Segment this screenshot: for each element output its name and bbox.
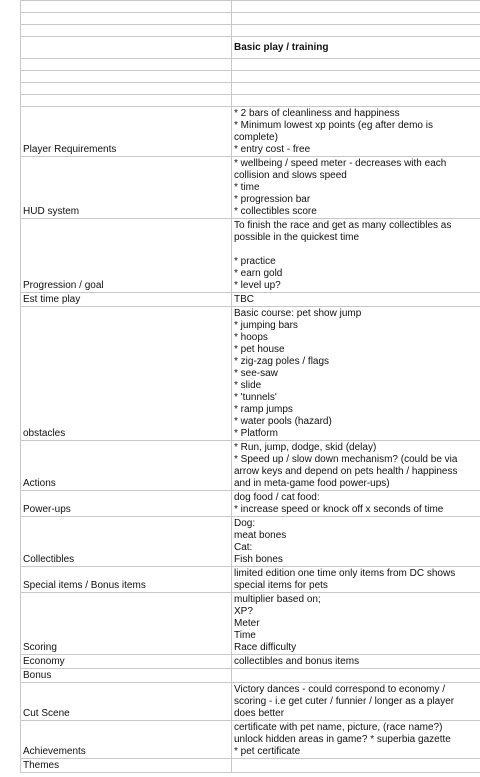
cell-line: * Speed up / slow down mechanism? (could be via (234, 454, 458, 465)
cell[interactable] (232, 95, 480, 107)
cell-line: special items for pets (234, 580, 328, 591)
cell-line: * Run, jump, dodge, skid (delay) (234, 442, 377, 453)
cell-line: complete) (234, 132, 278, 143)
row-label-cell[interactable]: Player Requirements (21, 107, 232, 157)
cell-line: multiplier based on; (234, 594, 321, 605)
cell-line: TBC (234, 294, 254, 305)
cell[interactable] (21, 1, 232, 13)
cell-line: * pet certificate (234, 746, 301, 757)
cell[interactable] (21, 83, 232, 95)
table-row (21, 441, 480, 491)
cell-line: * entry cost - free (234, 144, 311, 155)
row-label-cell[interactable]: Actions (21, 441, 232, 491)
table-row (21, 491, 480, 517)
cell[interactable] (21, 13, 232, 25)
cell[interactable] (21, 71, 232, 83)
table-row (21, 759, 480, 773)
row-label-cell[interactable]: Collectibles (21, 517, 232, 567)
cell-line: Time (234, 630, 256, 641)
table-row (21, 567, 480, 593)
row-label-cell[interactable]: Cut Scene (21, 683, 232, 721)
cell-line: * ramp jumps (234, 404, 293, 415)
cell-line: collision and slows speed (234, 170, 347, 181)
row-content-cell[interactable] (232, 107, 480, 157)
row-content-cell[interactable] (232, 441, 480, 491)
cell-line: * progression bar (234, 194, 311, 205)
cell-line: * time (234, 182, 260, 193)
cell-line: * wellbeing / speed meter - decreases with each (234, 158, 447, 169)
row-content-cell[interactable] (232, 293, 480, 307)
cell-line: Cat: (234, 542, 253, 553)
table-row (21, 157, 480, 219)
cell-line: * increase speed or knock off x seconds of time (234, 504, 444, 515)
cell-line: Fish bones (234, 554, 283, 565)
cell-line: * level up? (234, 280, 281, 291)
cell[interactable] (232, 71, 480, 83)
row-content-cell[interactable] (232, 669, 480, 683)
cell-line: * zig-zag poles / flags (234, 356, 330, 367)
cell-line: * Platform (234, 428, 278, 439)
row-label-cell[interactable]: Est time play (21, 293, 232, 307)
header-row (21, 37, 480, 59)
spreadsheet-grid (20, 0, 480, 773)
cell-line: possible in the quickest time (234, 232, 360, 243)
table-row (21, 293, 480, 307)
cell[interactable] (21, 37, 232, 59)
cell-line: Basic course: pet show jump (234, 308, 362, 319)
table-row (21, 683, 480, 721)
row-label-cell[interactable]: Scoring (21, 593, 232, 655)
row-label-cell[interactable]: Economy (21, 655, 232, 669)
cell[interactable] (232, 59, 480, 71)
row-content-cell[interactable] (232, 567, 480, 593)
cell-line: XP? (234, 606, 253, 617)
cell-line: Race difficulty (234, 642, 297, 653)
cell-line (234, 244, 478, 256)
cell-line: certificate with pet name, picture, (race name?) (234, 722, 443, 733)
cell-line: scoring - i.e get cuter / funnier / longer as a player (234, 696, 455, 707)
cell-line: * jumping bars (234, 320, 298, 331)
cell-line: Dog: (234, 518, 256, 529)
cell-line: * see-saw (234, 368, 278, 379)
row-content-cell[interactable] (232, 759, 480, 773)
row-label-cell[interactable]: Themes (21, 759, 232, 773)
cell-line: * slide (234, 380, 262, 391)
cell-line (234, 670, 478, 682)
row-content-cell[interactable] (232, 219, 480, 293)
row-label-cell[interactable]: Power-ups (21, 491, 232, 517)
row-label-cell[interactable]: Special items / Bonus items (21, 567, 232, 593)
cell-line: limited edition one time only items from DC shows (234, 568, 456, 579)
row-label-cell[interactable]: Bonus (21, 669, 232, 683)
cell-line: and in meta-game food power-ups) (234, 478, 390, 489)
cell-line: * water pools (hazard) (234, 416, 332, 427)
cell-line: meat bones (234, 530, 287, 541)
cell-line: dog food / cat food: (234, 492, 320, 503)
row-content-cell[interactable] (232, 655, 480, 669)
row-content-cell[interactable] (232, 517, 480, 567)
cell-line: * practice (234, 256, 276, 267)
row-content-cell[interactable] (232, 593, 480, 655)
table-row (21, 593, 480, 655)
empty-row (21, 13, 480, 25)
cell-line: * hoops (234, 332, 268, 343)
empty-row (21, 59, 480, 71)
cell[interactable] (21, 25, 232, 37)
row-label-cell[interactable]: Progression / goal (21, 219, 232, 293)
row-content-cell[interactable] (232, 683, 480, 721)
row-content-cell[interactable] (232, 307, 480, 441)
section-title[interactable]: Basic play / training (232, 37, 480, 59)
cell-line: * pet house (234, 344, 285, 355)
row-content-cell[interactable] (232, 721, 480, 759)
cell-line: Meter (234, 618, 260, 629)
cell[interactable] (232, 13, 480, 25)
cell-line: * earn gold (234, 268, 283, 279)
cell-line: * 'tunnels' (234, 392, 277, 403)
cell[interactable] (232, 83, 480, 95)
cell-line: unlock hidden areas in game? * superbia gazette (234, 734, 451, 745)
empty-row (21, 25, 480, 37)
row-label-cell[interactable]: Achievements (21, 721, 232, 759)
table-row (21, 721, 480, 759)
table-row (21, 655, 480, 669)
cell-line: To finish the race and get as many collectibles as (234, 220, 452, 231)
cell-line: * Minimum lowest xp points (eg after demo is (234, 120, 433, 131)
cell[interactable] (21, 95, 232, 107)
table-row (21, 517, 480, 567)
cell[interactable] (232, 1, 480, 13)
cell-line: collectibles and bonus items (234, 656, 360, 667)
table-row (21, 669, 480, 683)
cell-line: Victory dances - could correspond to economy / (234, 684, 446, 695)
cell-line: * collectibles score (234, 206, 317, 217)
cell-line (234, 760, 478, 772)
cell-line: arrow keys and depend on pets health / happiness (234, 466, 458, 477)
cell[interactable] (232, 25, 480, 37)
table-row (21, 107, 480, 157)
row-content-cell[interactable] (232, 491, 480, 517)
row-label-cell[interactable]: HUD system (21, 157, 232, 219)
empty-row (21, 1, 480, 13)
row-content-cell[interactable] (232, 157, 480, 219)
empty-row (21, 83, 480, 95)
cell-line: does better (234, 708, 285, 719)
empty-row (21, 71, 480, 83)
row-label-cell[interactable]: obstacles (21, 307, 232, 441)
empty-row (21, 95, 480, 107)
cell-line: * 2 bars of cleanliness and happiness (234, 108, 400, 119)
cell[interactable] (21, 59, 232, 71)
table-row (21, 219, 480, 293)
table-row (21, 307, 480, 441)
